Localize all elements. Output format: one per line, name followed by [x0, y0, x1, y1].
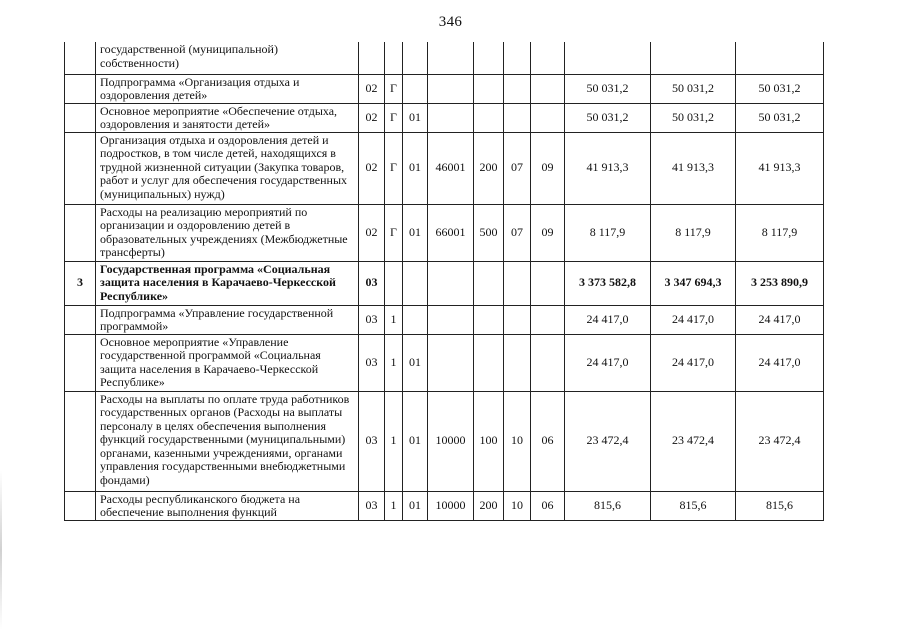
section-cell: 07	[504, 132, 531, 204]
scan-edge-shadow	[0, 470, 2, 630]
expense-type-cell	[474, 305, 504, 334]
subsection-cell: 06	[531, 491, 565, 520]
table-row	[65, 491, 824, 520]
row-number-cell	[65, 334, 96, 391]
amount-year-3-cell: 24 417,0	[736, 305, 824, 334]
activity-code-cell: 01	[403, 103, 428, 132]
row-number-cell	[65, 204, 96, 261]
direction-code-cell: 10000	[428, 491, 474, 520]
table-row	[65, 391, 824, 491]
section-cell	[504, 74, 531, 103]
row-name-cell: государственной (муниципальной) собственности)	[96, 42, 359, 74]
table-row	[65, 74, 824, 103]
program-code-cell: 03	[359, 391, 385, 491]
section-cell	[504, 42, 531, 74]
program-code-cell: 02	[359, 74, 385, 103]
direction-code-cell	[428, 42, 474, 74]
budget-table	[64, 42, 824, 521]
amount-year-1-cell: 24 417,0	[565, 334, 651, 391]
row-number-cell	[65, 391, 96, 491]
table-row	[65, 334, 824, 391]
section-cell	[504, 261, 531, 305]
section-cell: 10	[504, 391, 531, 491]
amount-year-2-cell: 24 417,0	[651, 305, 736, 334]
amount-year-1-cell: 3 373 582,8	[565, 261, 651, 305]
row-number-cell	[65, 132, 96, 204]
amount-year-1-cell: 50 031,2	[565, 103, 651, 132]
amount-year-2-cell: 23 472,4	[651, 391, 736, 491]
activity-code-cell: 01	[403, 491, 428, 520]
subprogram-code-cell: 1	[385, 305, 403, 334]
subsection-cell: 06	[531, 391, 565, 491]
direction-code-cell: 10000	[428, 391, 474, 491]
expense-type-cell: 500	[474, 204, 504, 261]
program-code-cell: 03	[359, 334, 385, 391]
row-name-cell: Расходы на выплаты по оплате труда работников государственных органов (Расходы на выплаты персоналу в целях обеспечения выполнения функций государственными (муниципальными) органами, казенными учреждениями, органами управления государственными внебюджетными фондами)	[96, 391, 359, 491]
table-row	[65, 204, 824, 261]
amount-year-2-cell: 41 913,3	[651, 132, 736, 204]
expense-type-cell: 100	[474, 391, 504, 491]
subsection-cell	[531, 42, 565, 74]
amount-year-3-cell: 24 417,0	[736, 334, 824, 391]
program-code-cell: 02	[359, 204, 385, 261]
subsection-cell	[531, 74, 565, 103]
subsection-cell: 09	[531, 132, 565, 204]
subsection-cell: 09	[531, 204, 565, 261]
expense-type-cell: 200	[474, 491, 504, 520]
subprogram-code-cell: Г	[385, 204, 403, 261]
program-code-cell: 03	[359, 305, 385, 334]
direction-code-cell	[428, 305, 474, 334]
program-code-cell: 02	[359, 132, 385, 204]
table-row	[65, 103, 824, 132]
amount-year-3-cell: 8 117,9	[736, 204, 824, 261]
direction-code-cell	[428, 334, 474, 391]
row-number-cell: 3	[65, 261, 96, 305]
activity-code-cell	[403, 261, 428, 305]
activity-code-cell: 01	[403, 334, 428, 391]
amount-year-3-cell	[736, 42, 824, 74]
row-name-cell: Основное мероприятие «Управление государственной программой «Социальная защита населения в Карачаево-Черкесской Республике»	[96, 334, 359, 391]
section-cell: 10	[504, 491, 531, 520]
amount-year-1-cell	[565, 42, 651, 74]
section-cell	[504, 305, 531, 334]
row-number-cell	[65, 74, 96, 103]
row-name-cell: Основное мероприятие «Обеспечение отдыха, оздоровления и занятости детей»	[96, 103, 359, 132]
subprogram-code-cell: Г	[385, 103, 403, 132]
section-cell: 07	[504, 204, 531, 261]
subprogram-code-cell: 1	[385, 391, 403, 491]
row-name-cell: Подпрограмма «Организация отдыха и оздоровления детей»	[96, 74, 359, 103]
amount-year-3-cell: 3 253 890,9	[736, 261, 824, 305]
table-row	[65, 42, 824, 74]
amount-year-3-cell: 815,6	[736, 491, 824, 520]
subsection-cell	[531, 334, 565, 391]
subsection-cell	[531, 261, 565, 305]
row-name-cell: Государственная программа «Социальная защита населения в Карачаево-Черкесской Республике»	[96, 261, 359, 305]
activity-code-cell	[403, 42, 428, 74]
direction-code-cell	[428, 261, 474, 305]
row-number-cell	[65, 491, 96, 520]
amount-year-1-cell: 8 117,9	[565, 204, 651, 261]
program-code-cell: 03	[359, 491, 385, 520]
activity-code-cell: 01	[403, 204, 428, 261]
subprogram-code-cell	[385, 261, 403, 305]
section-cell	[504, 334, 531, 391]
expense-type-cell	[474, 103, 504, 132]
amount-year-3-cell: 50 031,2	[736, 74, 824, 103]
amount-year-2-cell: 815,6	[651, 491, 736, 520]
table-row	[65, 132, 824, 204]
program-code-cell	[359, 42, 385, 74]
amount-year-1-cell: 24 417,0	[565, 305, 651, 334]
expense-type-cell	[474, 74, 504, 103]
amount-year-1-cell: 41 913,3	[565, 132, 651, 204]
amount-year-3-cell: 41 913,3	[736, 132, 824, 204]
direction-code-cell: 46001	[428, 132, 474, 204]
amount-year-2-cell: 50 031,2	[651, 103, 736, 132]
program-code-cell: 03	[359, 261, 385, 305]
row-number-cell	[65, 42, 96, 74]
amount-year-3-cell: 50 031,2	[736, 103, 824, 132]
activity-code-cell	[403, 305, 428, 334]
subprogram-code-cell: Г	[385, 74, 403, 103]
expense-type-cell: 200	[474, 132, 504, 204]
amount-year-2-cell: 8 117,9	[651, 204, 736, 261]
amount-year-2-cell	[651, 42, 736, 74]
direction-code-cell	[428, 74, 474, 103]
expense-type-cell	[474, 334, 504, 391]
subprogram-code-cell	[385, 42, 403, 74]
subprogram-code-cell: Г	[385, 132, 403, 204]
expense-type-cell	[474, 42, 504, 74]
subprogram-code-cell: 1	[385, 491, 403, 520]
amount-year-1-cell: 23 472,4	[565, 391, 651, 491]
amount-year-1-cell: 50 031,2	[565, 74, 651, 103]
row-name-cell: Расходы на реализацию мероприятий по организации и оздоровлению детей в образовательных учреждениях (Межбюджетные трансферты)	[96, 204, 359, 261]
subsection-cell	[531, 305, 565, 334]
activity-code-cell: 01	[403, 391, 428, 491]
direction-code-cell	[428, 103, 474, 132]
page-number: 346	[438, 14, 463, 30]
amount-year-1-cell: 815,6	[565, 491, 651, 520]
amount-year-3-cell: 23 472,4	[736, 391, 824, 491]
expense-type-cell	[474, 261, 504, 305]
row-name-cell: Подпрограмма «Управление государственной программой»	[96, 305, 359, 334]
direction-code-cell: 66001	[428, 204, 474, 261]
table-row	[65, 261, 824, 305]
activity-code-cell: 01	[403, 132, 428, 204]
subsection-cell	[531, 103, 565, 132]
row-number-cell	[65, 305, 96, 334]
subprogram-code-cell: 1	[385, 334, 403, 391]
section-cell	[504, 103, 531, 132]
row-name-cell: Организация отдыха и оздоровления детей и подростков, в том числе детей, находящихся в трудной жизненной ситуации (Закупка товаров, работ и услуг для обеспечения государственных (муниципальных) нужд)	[96, 132, 359, 204]
amount-year-2-cell: 3 347 694,3	[651, 261, 736, 305]
activity-code-cell	[403, 74, 428, 103]
program-code-cell: 02	[359, 103, 385, 132]
amount-year-2-cell: 24 417,0	[651, 334, 736, 391]
table-row	[65, 305, 824, 334]
row-number-cell	[65, 103, 96, 132]
row-name-cell: Расходы республиканского бюджета на обеспечение выполнения функций	[96, 491, 359, 520]
amount-year-2-cell: 50 031,2	[651, 74, 736, 103]
